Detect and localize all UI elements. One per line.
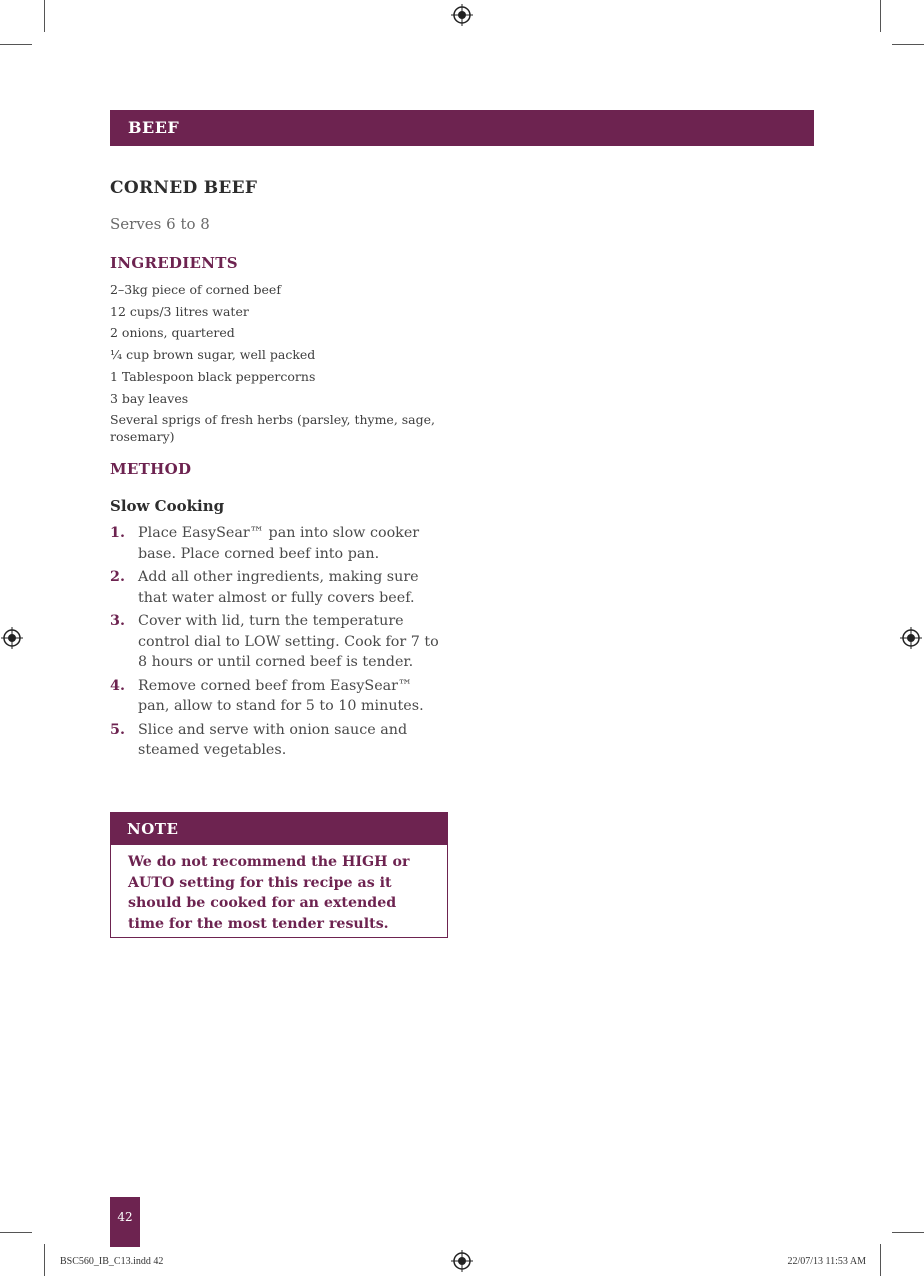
step-number: 1.	[110, 525, 125, 541]
method-step	[110, 676, 440, 717]
step-number: 3.	[110, 613, 125, 629]
registration-mark-icon	[1, 627, 23, 649]
section-title: BEEF	[128, 118, 180, 137]
crop-mark	[892, 1232, 924, 1233]
method-subheading: Slow Cooking	[110, 497, 225, 515]
crop-mark	[0, 1232, 32, 1233]
crop-mark	[44, 1244, 45, 1276]
crop-mark	[880, 1244, 881, 1276]
note-text: We do not recommend the HIGH or AUTO setting for this recipe as it should be cooked for an extended time for the most tender results.	[128, 854, 410, 932]
ingredient-item: 2–3kg piece of corned beef	[110, 282, 281, 297]
ingredient-item: 1 Tablespoon black peppercorns	[110, 368, 316, 384]
print-timestamp: 22/07/13 11:53 AM	[787, 1256, 866, 1267]
ingredient-item: ¼ cup brown sugar, well packed	[110, 347, 316, 363]
step-text: Add all other ingredients, making sure that water almost or fully covers beef.	[138, 569, 419, 606]
crop-mark	[892, 44, 924, 45]
step-number: 4.	[110, 677, 125, 694]
ingredient-item: 3 bay leaves	[110, 390, 189, 406]
crop-mark	[44, 0, 45, 32]
method-step	[110, 720, 440, 761]
method-step	[110, 523, 440, 564]
step-text: Slice and serve with onion sauce and steamed vegetables.	[138, 721, 408, 758]
ingredient-item: 12 cups/3 litres water	[110, 303, 249, 319]
page-number: 42	[110, 1197, 140, 1247]
method-heading: METHOD	[110, 460, 192, 478]
method-step	[110, 567, 440, 608]
step-text: Cover with lid, turn the temperature control dial to LOW setting. Cook for 7 to 8 hours or until corned beef is tender.	[138, 613, 439, 670]
step-number: 2.	[110, 569, 125, 585]
registration-mark-icon	[451, 4, 473, 26]
ingredient-item: Several sprigs of fresh herbs (parsley, thyme, sage, rosemary)	[110, 412, 436, 445]
ingredient-item: 2 onions, quartered	[110, 325, 235, 341]
crop-mark	[880, 0, 881, 32]
step-text: Remove corned beef from EasySear™ pan, allow to stand for 5 to 10 minutes.	[138, 677, 424, 714]
serves-text: Serves 6 to 8	[110, 215, 210, 233]
crop-mark	[0, 44, 32, 45]
registration-mark-icon	[900, 627, 922, 649]
step-text: Place EasySear™ pan into slow cooker base. Place corned beef into pan.	[138, 525, 420, 562]
note-title: NOTE	[111, 813, 447, 845]
recipe-title: CORNED BEEF	[110, 178, 258, 198]
method-step	[110, 611, 440, 673]
section-header-bar	[110, 110, 814, 146]
method-steps	[110, 523, 440, 764]
note-box	[110, 812, 448, 938]
ingredients-list	[110, 279, 440, 445]
ingredients-heading: INGREDIENTS	[110, 254, 238, 272]
registration-mark-icon	[451, 1250, 473, 1272]
step-number: 5.	[110, 721, 125, 738]
file-slug: BSC560_IB_C13.indd 42	[60, 1256, 164, 1267]
